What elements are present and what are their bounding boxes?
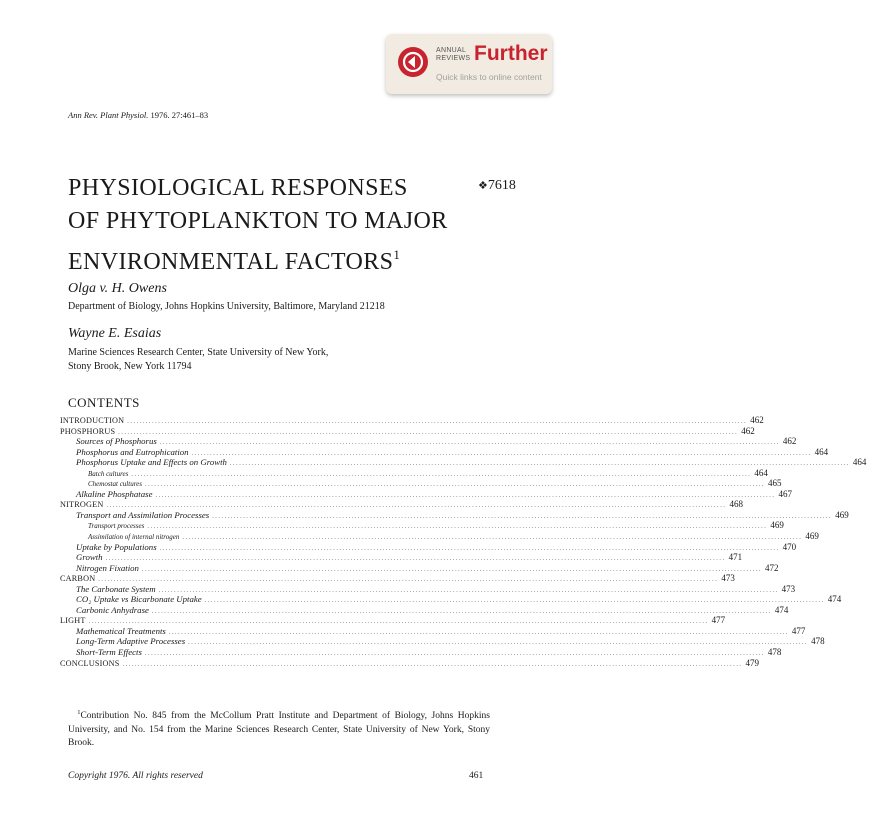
- article-title: [68, 172, 468, 279]
- toc-dot-leader: ........................................................................................................................................................................................................: [182, 535, 803, 542]
- toc-entry[interactable]: [60, 531, 819, 542]
- badge-quick-links-link[interactable]: Quick links to online content: [436, 72, 542, 82]
- toc-dot-leader: ........................................................................................................................................................................................................: [188, 640, 809, 647]
- toc-entry[interactable]: [60, 415, 764, 426]
- page-number: 461: [469, 771, 484, 781]
- contents-heading: CONTENTS: [68, 395, 140, 410]
- toc-entry[interactable]: [60, 488, 792, 500]
- toc-dot-leader: ........................................................................................................................................................................................................: [106, 503, 727, 510]
- toc-entry-page: 470: [782, 541, 797, 552]
- toc-entry[interactable]: [60, 594, 842, 605]
- toc-entry-label: Mathematical Treatments: [76, 625, 166, 636]
- toc-entry-page: 465: [768, 478, 782, 489]
- toc-entry-label: Carbonic Anhydrase: [76, 604, 149, 615]
- toc-dot-leader: ........................................................................................................................................................................................................: [204, 598, 825, 605]
- toc-dot-leader: ........................................................................................................................................................................................................: [168, 629, 789, 636]
- toc-entry-label: Transport and Assimilation Processes: [76, 509, 210, 520]
- toc-dot-leader: ........................................................................................................................................................................................................: [155, 492, 776, 499]
- toc-entry[interactable]: [60, 436, 797, 447]
- toc-entry-label: Growth: [76, 552, 103, 563]
- toc-dot-leader: ........................................................................................................................................................................................................: [147, 524, 768, 531]
- toc-dot-leader: ........................................................................................................................................................................................................: [88, 619, 709, 626]
- annual-reviews-further-badge[interactable]: [386, 34, 552, 94]
- footnote: [68, 706, 490, 751]
- toc-entry-page: 473: [781, 583, 796, 594]
- toc-entry-label: Uptake by Populations: [76, 541, 157, 552]
- footnote-mark: 1: [77, 709, 81, 716]
- toc-entry-label: The Carbonate System: [76, 583, 156, 594]
- toc-entry[interactable]: [60, 457, 867, 468]
- toc-entry-page: 478: [767, 647, 782, 658]
- toc-entry-label: CARBON: [60, 574, 96, 584]
- toc-entry-label: Alkaline Phosphatase: [76, 488, 153, 499]
- toc-entry-label: INTRODUCTION: [60, 416, 125, 425]
- toc-entry-label: Sources of Phosphorus: [76, 436, 157, 447]
- article-code: ❖7618: [478, 178, 516, 193]
- toc-dot-leader: ........................................................................................................................................................................................................: [159, 440, 780, 447]
- copyright-notice: Copyright 1976. All rights reserved: [68, 771, 203, 781]
- toc-entry[interactable]: [60, 625, 806, 637]
- toc-entry[interactable]: [60, 657, 760, 669]
- toc-entry[interactable]: [60, 467, 768, 479]
- toc-entry-page: 469: [805, 531, 819, 542]
- toc-dot-leader: ........................................................................................................................................................................................................: [191, 450, 812, 457]
- footnote-text: Contribution No. 845 from the McCollum Pratt Institute and Department of Biology, Johns Hopkins University, and No. 154 from the Marine Sciences Research Center, State University of New York, Stony Brook.: [68, 711, 490, 749]
- toc-entry-page: 477: [791, 625, 806, 636]
- author-name-2: Wayne E. Esaias: [68, 326, 162, 341]
- toc-dot-leader: ........................................................................................................................................................................................................: [151, 608, 772, 615]
- author-name-1: Olga v. H. Owens: [68, 281, 167, 296]
- toc-entry[interactable]: [60, 573, 735, 584]
- toc-entry-page: 473: [721, 573, 735, 584]
- toc-entry-page: 479: [745, 657, 760, 668]
- toc-dot-leader: ........................................................................................................................................................................................................: [141, 566, 762, 573]
- toc-entry[interactable]: [60, 604, 789, 616]
- toc-entry-page: 467: [778, 488, 792, 499]
- toc-entry-page: 471: [728, 552, 743, 563]
- toc-dot-leader: ........................................................................................................................................................................................................: [131, 471, 752, 478]
- toc-entry-page: 464: [852, 457, 867, 468]
- toc-dot-leader: ........................................................................................................................................................................................................: [145, 482, 765, 489]
- toc-dot-leader: ........................................................................................................................................................................................................: [122, 661, 743, 668]
- journal-name: Ann Rev. Plant Physiol.: [68, 110, 149, 120]
- journal-details: 1976. 27:461–83: [150, 110, 209, 120]
- toc-entry-page: 469: [835, 509, 849, 520]
- toc-entry-label: Assimilation of internal nitrogen: [88, 533, 180, 542]
- toc-dot-leader: ........................................................................................................................................................................................................: [98, 577, 719, 584]
- toc-entry[interactable]: [60, 478, 782, 489]
- toc-dot-leader: ........................................................................................................................................................................................................: [144, 651, 765, 658]
- toc-entry-label: NITROGEN: [60, 500, 104, 510]
- toc-entry[interactable]: [60, 552, 743, 563]
- toc-dot-leader: ........................................................................................................................................................................................................: [105, 556, 726, 563]
- toc-entry-label: Long-Term Adaptive Processes: [76, 636, 186, 647]
- toc-entry-label: Phosphorus Uptake and Effects on Growth: [76, 457, 227, 468]
- toc-entry[interactable]: [60, 636, 825, 647]
- toc-entry-page: 474: [774, 604, 789, 615]
- title-footnote-mark: 1: [393, 247, 401, 262]
- badge-publisher-label: ANNUAL REVIEWS: [436, 47, 471, 62]
- toc-entry[interactable]: [60, 541, 797, 553]
- toc-entry-page: 462: [782, 436, 797, 447]
- toc-entry[interactable]: [60, 446, 829, 458]
- toc-entry-label: Chemostat cultures: [88, 480, 142, 489]
- toc-entry-label: Nitrogen Fixation: [76, 562, 139, 573]
- toc-entry-page: 468: [729, 499, 743, 510]
- toc-entry-label: CO₂ Uptake vs Bicarbonate Uptake: [76, 594, 202, 605]
- toc-entry-page: 464: [754, 467, 768, 478]
- title-line-2: OF PHYTOPLANKTON TO MAJOR: [68, 208, 448, 234]
- author-affiliation-2: Marine Sciences Research Center, State University of New York, Stony Brook, New York 11794: [68, 347, 329, 372]
- toc-dot-leader: ........................................................................................................................................................................................................: [159, 545, 780, 552]
- toc-entry-label: PHOSPHORUS: [60, 426, 116, 436]
- journal-citation: [68, 110, 208, 120]
- diamond-ornament-icon: ❖: [478, 180, 488, 192]
- toc-entry[interactable]: [60, 509, 849, 521]
- toc-entry-label: Batch cultures: [88, 469, 129, 478]
- toc-dot-leader: ........................................................................................................................................................................................................: [229, 461, 850, 468]
- toc-entry[interactable]: [60, 499, 743, 510]
- toc-entry-page: 477: [711, 615, 726, 626]
- toc-entry-page: 469: [770, 520, 784, 531]
- toc-entry[interactable]: [60, 425, 755, 437]
- toc-dot-leader: ........................................................................................................................................................................................................: [127, 419, 748, 425]
- toc-entry[interactable]: [60, 520, 784, 531]
- toc-entry-page: 462: [741, 425, 755, 436]
- toc-entry-label: Phosphorus and Eutrophication: [76, 446, 189, 457]
- title-line-3: ENVIRONMENTAL FACTORS$^1$: [68, 247, 401, 275]
- author-affiliation-1: Department of Biology, Johns Hopkins University, Baltimore, Maryland 21218: [68, 301, 385, 312]
- badge-further-label: Further: [474, 42, 548, 65]
- toc-entry-label: LIGHT: [60, 616, 86, 626]
- title-line-1: PHYSIOLOGICAL RESPONSES: [68, 175, 408, 201]
- toc-dot-leader: ........................................................................................................................................................................................................: [212, 513, 833, 520]
- toc-entry-page: 464: [814, 446, 829, 457]
- toc-entry[interactable]: [60, 615, 726, 626]
- annual-reviews-logo-icon: [398, 47, 428, 77]
- toc-entry-page: 472: [764, 562, 779, 573]
- toc-entry-page: 474: [827, 594, 842, 605]
- toc-entry[interactable]: [60, 562, 779, 574]
- toc-entry-label: Short-Term Effects: [76, 647, 142, 658]
- toc-entry[interactable]: [60, 647, 782, 658]
- toc-dot-leader: ........................................................................................................................................................................................................: [158, 587, 779, 594]
- toc-entry-page: 462: [750, 415, 764, 425]
- toc-entry-label: CONCLUSIONS: [60, 658, 120, 668]
- toc-entry[interactable]: [60, 583, 796, 595]
- toc-entry-page: 478: [811, 636, 825, 647]
- table-of-contents: [60, 415, 867, 668]
- toc-entry-label: Transport processes: [88, 522, 145, 531]
- toc-dot-leader: ........................................................................................................................................................................................................: [118, 429, 739, 436]
